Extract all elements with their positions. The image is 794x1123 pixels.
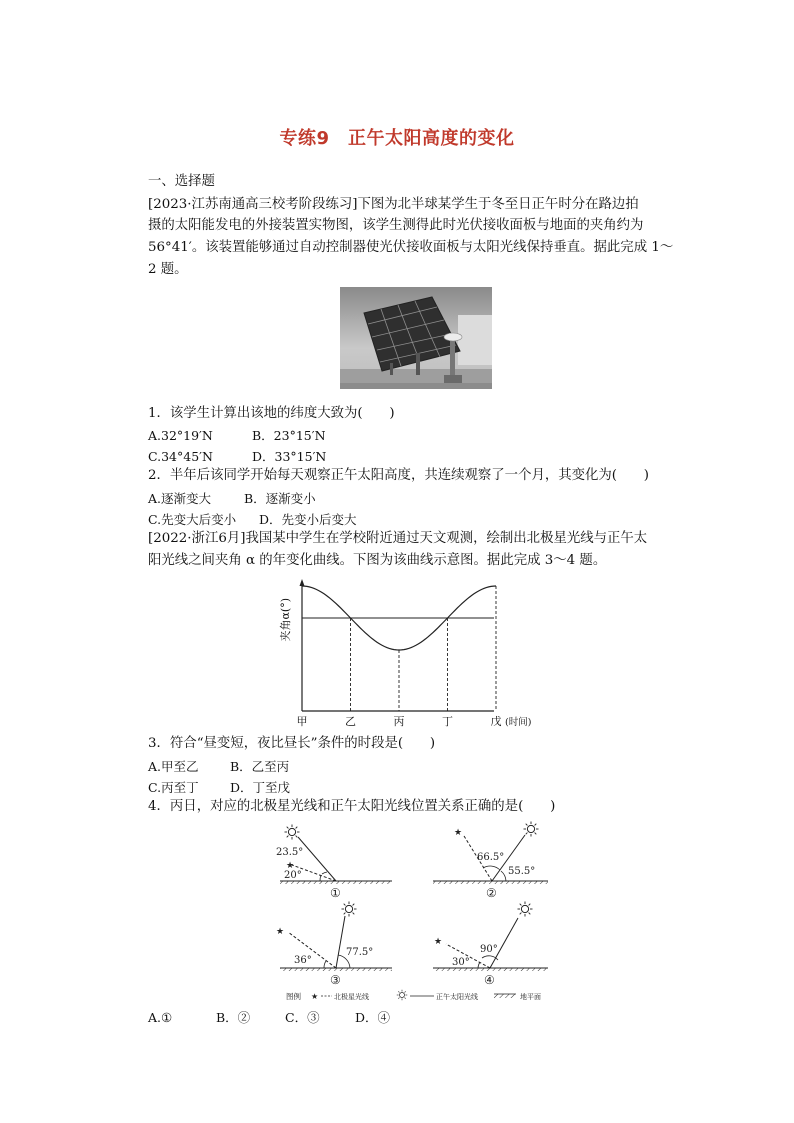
diagram-4-label-a: 90°: [480, 944, 498, 955]
sun-ray: [490, 918, 518, 968]
diagram-4-number: ④: [484, 973, 495, 987]
q3-option-a[interactable]: A.甲至乙: [148, 759, 199, 774]
q4-option-d[interactable]: D．④: [355, 1010, 391, 1025]
intro2-line-1: [2022·浙江6月]我国某中学生在学校附近通过天文观测，绘制出北极星光线与正午太: [148, 531, 648, 546]
q1-options-row2: [148, 447, 326, 465]
y-axis-arrow: [300, 579, 305, 586]
legend-title: 图例: [286, 992, 301, 1001]
q4-option-c[interactable]: C．③: [285, 1010, 320, 1025]
angle-curve-chart: [276, 578, 546, 730]
sun-icon: [285, 825, 300, 840]
x-tick-label-0: 甲: [296, 715, 308, 728]
solar-panel-photo: [340, 287, 492, 389]
legend-polaris: 北极星光线: [334, 993, 369, 1001]
star-icon: ★: [454, 828, 463, 838]
x-tick-label-3: 丁: [442, 715, 453, 728]
q1-option-c[interactable]: C.34°45′N: [148, 449, 213, 464]
q1-option-b[interactable]: B．23°15′N: [252, 428, 326, 443]
q2-option-a[interactable]: A.逐渐变大: [148, 491, 212, 506]
q2-option-c[interactable]: C.先变大后变小: [148, 512, 237, 527]
sun-icon: [342, 902, 357, 917]
x-tick-label-4: 戊: [490, 715, 502, 728]
diagram-3-number: ③: [330, 973, 341, 987]
section-heading: 一、选择题: [148, 174, 215, 189]
q3-option-c[interactable]: C.丙至丁: [148, 780, 199, 795]
page-title: 专练9 正午太阳高度的变化: [279, 128, 515, 149]
sun-ray: [336, 916, 345, 968]
diagram-4-label-b: 30°: [452, 957, 470, 968]
q1-options-row1: [148, 426, 326, 444]
intro-line-3: 56°41′。该装置能够通过自动控制器使光伏接收面板与太阳光线保持垂直。据此完成 1～: [148, 240, 674, 255]
sun-icon: [524, 822, 539, 837]
legend: [286, 990, 541, 1001]
star-icon: ★: [276, 927, 285, 937]
q1-option-d[interactable]: D．33°15′N: [252, 449, 327, 464]
chart-ylabel: 夹角α(°): [279, 598, 292, 642]
sun-icon: [518, 902, 533, 917]
q4-option-b[interactable]: B．②: [216, 1010, 251, 1025]
q2-options-row2: [148, 510, 357, 528]
diagram-1-label-b: 20°: [284, 870, 302, 881]
q2-options-row1: [148, 489, 316, 507]
star-icon: ★: [434, 937, 443, 947]
q1-stem: 1．该学生计算出该地的纬度大致为( ): [148, 406, 395, 421]
diagram-3: [276, 902, 392, 988]
q3-options-row2: [148, 778, 290, 796]
q3-option-b[interactable]: B．乙至丙: [230, 759, 290, 774]
q3-options-row1: [148, 757, 289, 775]
diagram-3-label-b: 36°: [294, 955, 312, 966]
diagram-2: [433, 822, 548, 901]
legend-sun-icon: [397, 990, 408, 1001]
star-icon: ★: [286, 861, 295, 871]
chart-xlabel: (时间): [505, 717, 532, 728]
intro2-line-2: 阳光线之间夹角 α 的年变化曲线。下图为该曲线示意图。据此完成 3～4 题。: [148, 553, 607, 568]
intro-line-1: [2023·江苏南通高三校考阶段练习]下图为北半球某学生于冬至日正午时分在路边拍: [148, 197, 639, 212]
legend-ground: 地平面: [520, 993, 541, 1001]
diagram-1-label-a: 23.5°: [276, 847, 304, 858]
q3-option-d[interactable]: D．丁至戊: [230, 780, 291, 795]
q4-options: [148, 1008, 390, 1026]
q2-option-d[interactable]: D．先变小后变大: [259, 512, 357, 527]
q3-stem: 3．符合“昼变短，夜比昼长”条件的时段是( ): [148, 736, 436, 751]
diagram-1-number: ①: [330, 886, 341, 900]
q4-option-a[interactable]: A.①: [148, 1010, 173, 1025]
legend-star-icon: ★: [311, 992, 319, 1001]
q4-stem: 4．丙日，对应的北极星光线和正午太阳光线位置关系正确的是( ): [148, 799, 556, 814]
diagram-4: [433, 902, 548, 988]
intro-line-2: 摄的太阳能发电的外接装置实物图，该学生测得此时光伏接收面板与地面的夹角约为: [148, 218, 644, 233]
q1-option-a[interactable]: A.32°19′N: [148, 428, 213, 443]
diagram-3-label-a: 77.5°: [346, 947, 374, 958]
x-tick-label-1: 乙: [345, 715, 356, 728]
q2-option-b[interactable]: B．逐渐变小: [244, 491, 316, 506]
diagram-2-label-b: 55.5°: [508, 866, 536, 877]
diagram-2-label-a: 66.5°: [477, 852, 505, 863]
legend-sun: 正午太阳光线: [436, 993, 478, 1001]
x-tick-label-2: 丙: [393, 715, 405, 728]
q4-diagrams: [270, 820, 570, 1004]
diagram-1: [276, 825, 392, 901]
diagram-2-number: ②: [486, 886, 497, 900]
intro-line-4: 2 题。: [148, 262, 188, 277]
q2-stem: 2．半年后该同学开始每天观察正午太阳高度，共连续观察了一个月，其变化为( ): [148, 468, 650, 483]
